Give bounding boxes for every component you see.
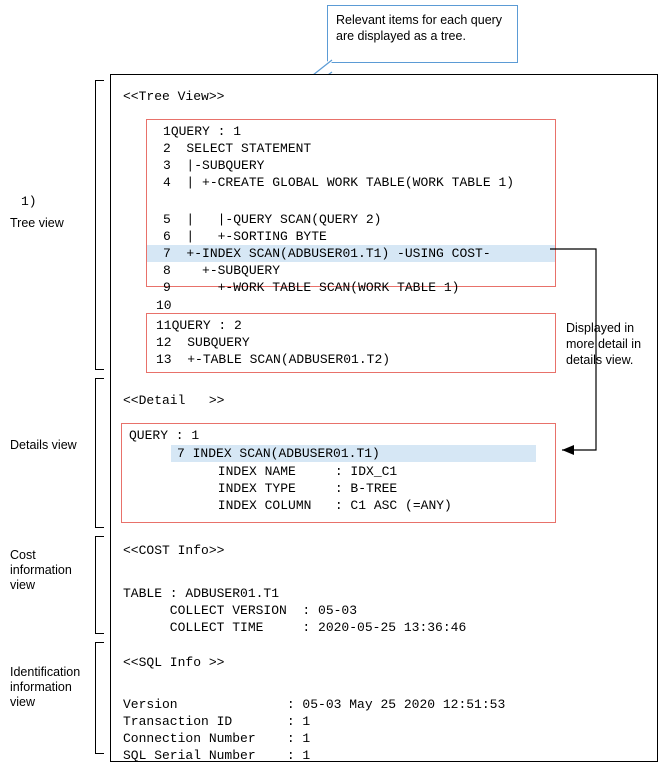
tree-line-12 — [156, 334, 250, 351]
callout-box — [327, 5, 518, 63]
tree-line-13 — [156, 351, 390, 368]
tree-line-7-selected[interactable] — [147, 245, 555, 262]
tree-line-9-num: 9 — [163, 280, 171, 295]
detail-highlight-num: 7 — [177, 446, 185, 461]
bracket-details-view — [95, 378, 104, 528]
sql-row-version: Version : 05-03 May 25 2020 12:51:53 — [123, 697, 506, 712]
tree-line-1-num: 1 — [163, 124, 171, 139]
tree-line-1 — [163, 123, 241, 140]
label-cost-information-view: Cost information view — [10, 548, 72, 592]
detail-highlight-text: INDEX SCAN(ADBUSER01.T1) — [192, 446, 380, 461]
tree-line-2-num: 2 — [163, 141, 171, 156]
tree-line-11-num: 11 — [156, 318, 172, 333]
cost-row-collect-time: COLLECT TIME : 2020-05-25 13:36:46 — [123, 620, 467, 635]
tree-line-12-num: 12 — [156, 335, 172, 350]
tree-line-11 — [156, 317, 242, 334]
detail-row-index-name: INDEX NAME : IDX_C1 — [171, 464, 398, 479]
tree-line-4-text: | +-CREATE GLOBAL WORK TABLE(WORK TABLE 1) — [170, 175, 515, 190]
tree-line-13-num: 13 — [156, 352, 172, 367]
sql-row-transaction-id: Transaction ID : 1 — [123, 714, 311, 729]
cost-row-collect-version: COLLECT VERSION : 05-03 — [123, 603, 358, 618]
tree-line-3-num: 3 — [163, 158, 171, 173]
detail-row-index-type: INDEX TYPE : B-TREE — [171, 481, 398, 496]
tree-line-4 — [163, 174, 514, 191]
tree-line-6-text: | +-SORTING BYTE — [170, 229, 327, 244]
tree-line-8 — [163, 262, 280, 279]
tree-line-1-text: QUERY : 1 — [170, 124, 242, 139]
detail-row-index-column: INDEX COLUMN : C1 ASC (=ANY) — [171, 498, 452, 513]
tree-line-3 — [163, 157, 264, 174]
tree-line-8-num: 8 — [163, 263, 171, 278]
tree-line-2 — [163, 140, 311, 157]
tree-line-5-num: 5 — [163, 212, 171, 227]
detail-highlight-row[interactable] — [171, 445, 536, 462]
tree-line-6-num: 6 — [163, 229, 171, 244]
cost-info-header: <<COST Info>> — [123, 543, 225, 558]
cost-row-table: TABLE : ADBUSER01.T1 — [123, 586, 280, 601]
sql-info-header: <<SQL Info >> — [123, 655, 225, 670]
tree-line-6 — [163, 228, 327, 245]
tree-line-3-text: |-SUBQUERY — [170, 158, 265, 173]
bracket-cost-view — [95, 536, 104, 634]
sql-row-sql-serial-number: SQL Serial Number : 1 — [123, 748, 311, 763]
detail-query-label: QUERY : 1 — [129, 428, 200, 443]
callout-text: Relevant items for each query are displayed as a tree. — [336, 13, 503, 43]
label-identification-information-view: Identification information view — [10, 665, 81, 709]
tree-line-8-text: +-SUBQUERY — [170, 263, 281, 278]
tree-line-7-text: +-INDEX SCAN(ADBUSER01.T1) -USING COST- — [170, 246, 491, 261]
tree-line-5-text: | |-QUERY SCAN(QUERY 2) — [170, 212, 382, 227]
tree-line-12-text: SUBQUERY — [171, 335, 250, 350]
label-tree-view: Tree view — [10, 216, 64, 230]
tree-line-5 — [163, 211, 381, 228]
tree-view-header: <<Tree View>> — [123, 89, 225, 104]
tree-line-4-wrap: 1) — [21, 194, 37, 209]
tree-line-9-text: +-WORK TABLE SCAN(WORK TABLE 1) — [170, 280, 460, 295]
tree-line-2-text: SELECT STATEMENT — [170, 141, 312, 156]
tree-line-7-num: 7 — [163, 246, 171, 261]
sql-row-connection-number: Connection Number : 1 — [123, 731, 311, 746]
tree-line-4-num: 4 — [163, 175, 171, 190]
tree-line-10-blank: 10 — [156, 298, 172, 313]
detail-annotation-note: Displayed in more detail in details view. — [566, 321, 642, 367]
bracket-identification-view — [95, 642, 104, 754]
tree-line-9 — [163, 279, 459, 296]
bracket-tree-view — [95, 80, 104, 370]
detail-view-header: <<Detail >> — [123, 393, 225, 408]
tree-line-11-text: QUERY : 2 — [171, 318, 242, 333]
tree-line-13-text: +-TABLE SCAN(ADBUSER01.T2) — [171, 352, 391, 367]
label-details-view: Details view — [10, 438, 77, 452]
